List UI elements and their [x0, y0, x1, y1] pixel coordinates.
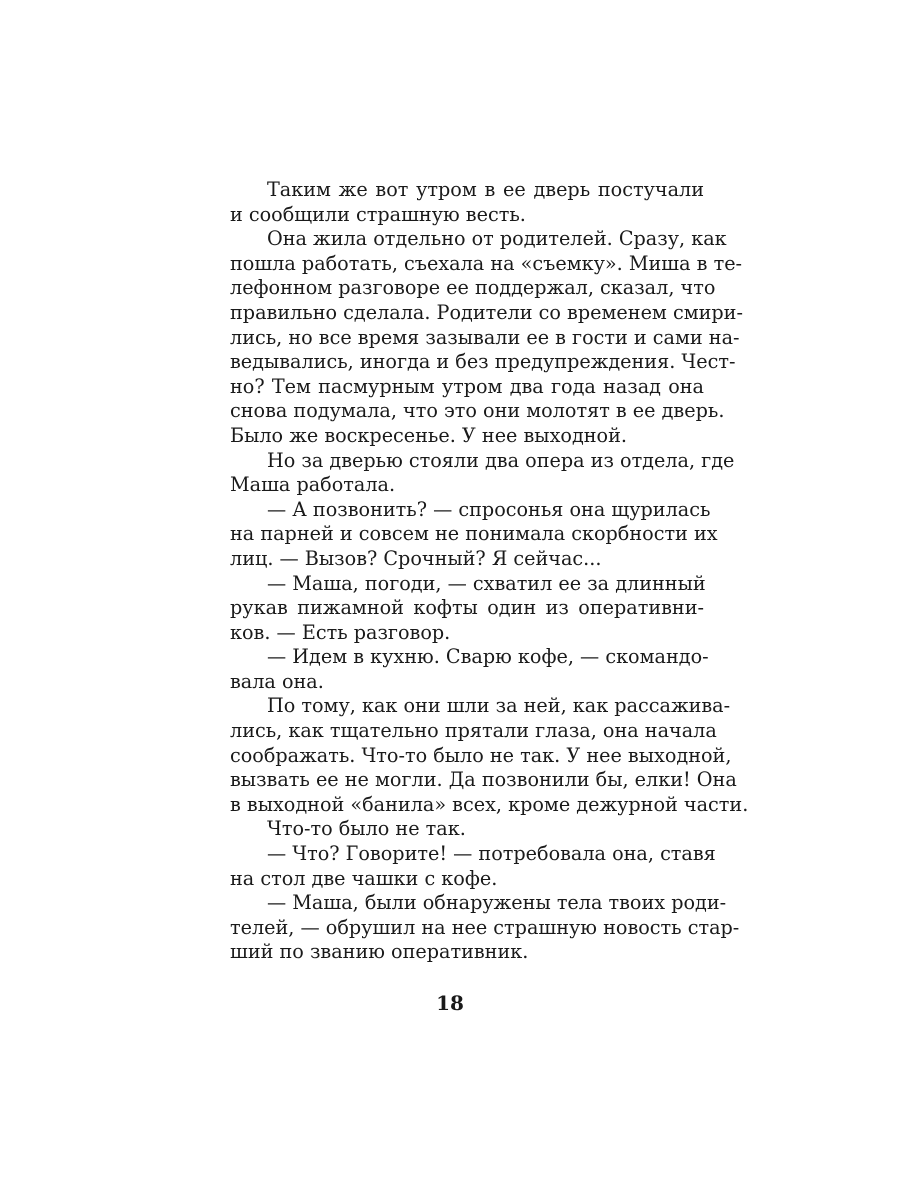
paragraph: [230, 817, 704, 842]
text-line: рукав пижамной кофты один из оперативни-: [230, 596, 704, 620]
text-line: лефонном разговоре ее поддержал, сказал, что: [230, 276, 716, 300]
text-line: ведывались, иногда и без предупреждения. Чест-: [230, 350, 736, 374]
text-line: вызвать ее не могли. Да позвонили бы, елки! Она: [230, 768, 737, 792]
text-line: ший по званию оперативник.: [230, 940, 529, 964]
text-line: вала она.: [230, 669, 324, 693]
paragraph: [230, 497, 718, 572]
text-line: пошла работать, съехала на «съемку». Миша в те-: [230, 251, 743, 275]
body-text: [230, 178, 749, 965]
paragraph: [230, 842, 716, 891]
text-line: на парней и совсем не понимала скорбности их: [230, 522, 718, 546]
text-line: снова подумала, что это они молотят в ее дверь.: [230, 399, 725, 423]
text-line: и сообщили страшную весть.: [230, 202, 526, 226]
text-line: лись, как тщательно прятали глаза, она начала: [230, 719, 717, 743]
text-line: — Идем в кухню. Сварю кофе, — скомандо-: [267, 645, 709, 669]
paragraph: [230, 891, 740, 965]
paragraph: [230, 572, 704, 646]
text-line: Но за дверью стояли два опера из отдела, где: [267, 448, 735, 472]
text-line: — А позвонить? — спросонья она щурилась: [267, 497, 711, 521]
paragraph: [230, 694, 749, 817]
text-line: на стол две чашки с кофе.: [230, 866, 498, 890]
text-line: Таким же вот утром в ее дверь постучали: [267, 178, 704, 201]
text-line: — Маша, погоди, — схватил ее за длинный: [267, 571, 706, 595]
text-line: Она жила отдельно от родителей. Сразу, как: [267, 227, 727, 251]
paragraph: [230, 227, 743, 448]
text-line: телей, — обрушил на нее страшную новость стар-: [230, 915, 740, 939]
paragraph: [230, 178, 704, 227]
text-line: в выходной «банила» всех, кроме дежурной части.: [230, 792, 749, 816]
paragraph: [230, 645, 709, 694]
text-line: правильно сделала. Родители со временем смири-: [230, 300, 743, 324]
text-line: лиц. — Вызов? Срочный? Я сейчас...: [230, 546, 602, 570]
text-line: По тому, как они шли за ней, как рассажива-: [267, 694, 731, 718]
text-line: — Что? Говорите! — потребовала она, ставя: [267, 842, 716, 866]
text-line: соображать. Что-то было не так. У нее выходной,: [230, 743, 732, 767]
text-line: Маша работала.: [230, 473, 396, 497]
text-line: Что-то было не так.: [267, 817, 466, 841]
text-line: но? Тем пасмурным утром два года назад она: [230, 374, 704, 398]
page-number: 18: [436, 991, 464, 1015]
text-line: — Маша, были обнаружены тела твоих роди-: [267, 891, 727, 915]
paragraph: [230, 448, 735, 498]
text-line: ков. — Есть разговор.: [230, 620, 451, 644]
text-line: Было же воскресенье. У нее выходной.: [230, 423, 627, 447]
text-line: лись, но все время зазывали ее в гости и сами на-: [230, 325, 740, 349]
